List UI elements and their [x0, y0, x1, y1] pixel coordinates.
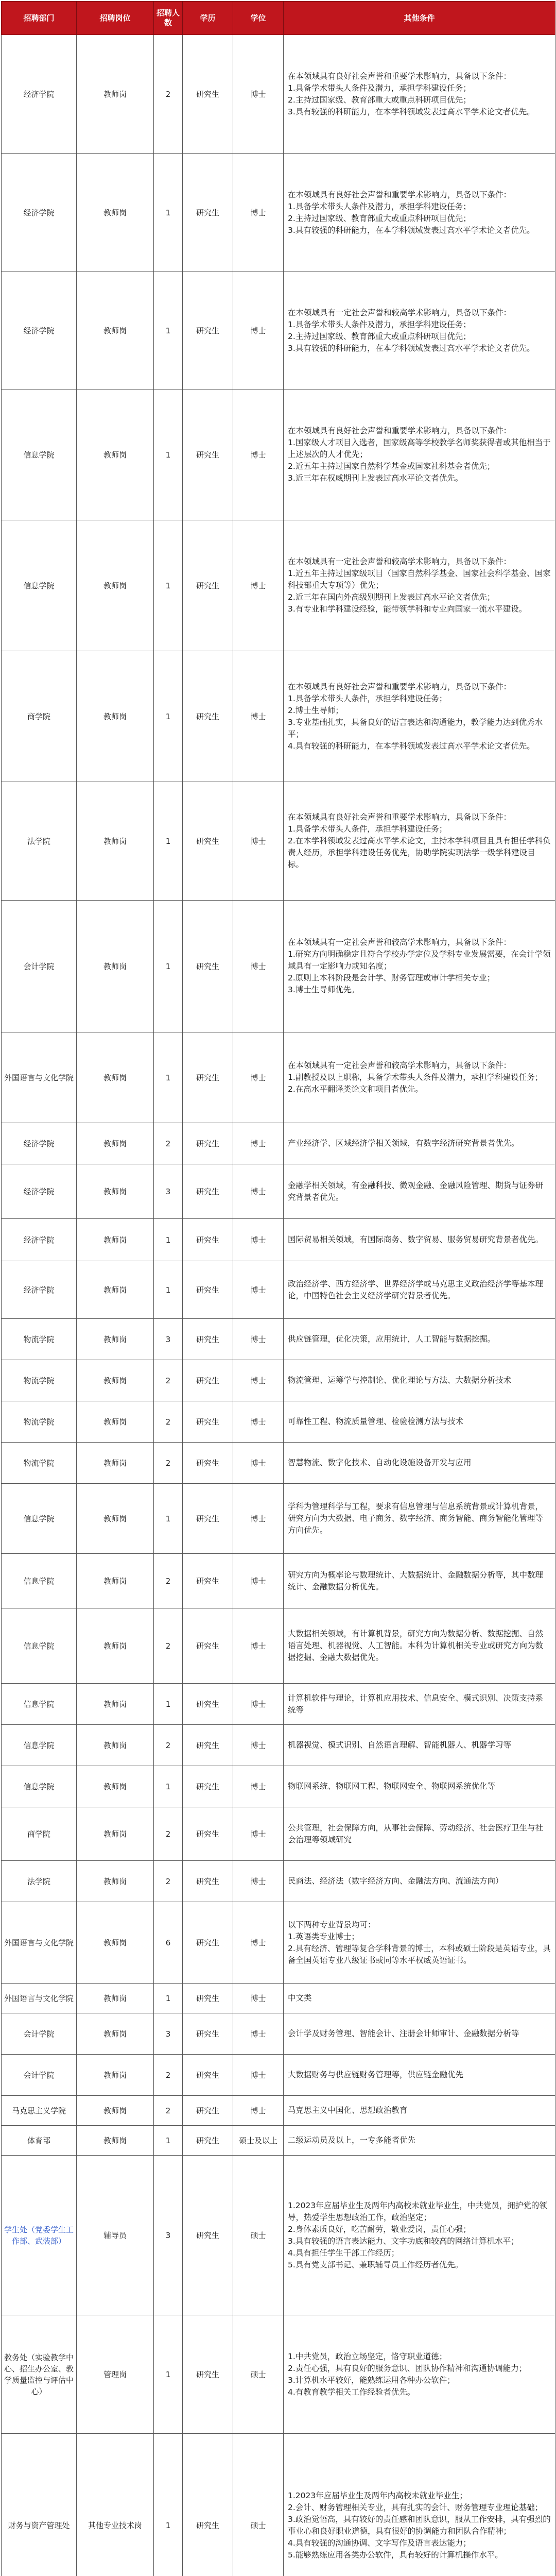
cell-conditions: 机器视觉、模式识别、自然语言理解、智能机器人、机器学习等 — [284, 1725, 555, 1766]
cell-conditions: 研究方向为概率论与数理统计、大数据统计、金融数据分析等，其中数理统计、金融数据分析优先。 — [284, 1554, 555, 1608]
cell-post: 其他专业技术岗 — [77, 2434, 154, 2576]
cell-conditions: 公共管理，社会保障方向，从事社会保障、劳动经济、社会医疗卫生与社会治理等领域研究 — [284, 1807, 555, 1861]
cell-count: 2 — [154, 1861, 183, 1902]
cell-degree: 博士 — [233, 520, 284, 651]
cell-post: 教师岗 — [77, 901, 154, 1032]
cell-education: 研究生 — [183, 520, 233, 651]
table-row — [2, 1360, 555, 1401]
cell-degree: 博士 — [233, 2055, 284, 2096]
cell-conditions: 在本领域具有良好社会声誉和重要学术影响力，具备以下条件： 1.国家级人才项目入选者，国家级高等学校教学名师奖获得者或其他相当于上述层次的人才优先； 2.近五年主持过国家自然科学基金或国家社科基金者优先； 3.近三年在权威期刊上发表过高水平论文者优先。 — [284, 389, 555, 520]
cell-count: 1 — [154, 1984, 183, 2013]
cell-count: 1 — [154, 1219, 183, 1261]
cell-degree: 博士 — [233, 901, 284, 1032]
cell-dept: 财务与资产管理处 — [2, 2434, 77, 2576]
cell-count: 1 — [154, 1032, 183, 1123]
table-row — [2, 2096, 555, 2126]
cell-count: 1 — [154, 1684, 183, 1725]
cell-education: 研究生 — [183, 1554, 233, 1608]
cell-education: 研究生 — [183, 1608, 233, 1684]
cell-education: 研究生 — [183, 389, 233, 520]
cell-post: 教师岗 — [77, 520, 154, 651]
cell-education: 研究生 — [183, 1219, 233, 1261]
cell-education: 研究生 — [183, 2055, 233, 2096]
cell-degree: 博士 — [233, 1032, 284, 1123]
cell-degree: 博士 — [233, 1401, 284, 1443]
table-row — [2, 782, 555, 901]
cell-count: 2 — [154, 1725, 183, 1766]
cell-dept: 经济学院 — [2, 1123, 77, 1164]
table-row — [2, 1766, 555, 1807]
cell-degree: 博士 — [233, 1164, 284, 1219]
cell-count: 2 — [154, 2055, 183, 2096]
cell-education: 研究生 — [183, 1360, 233, 1401]
cell-dept: 商学院 — [2, 651, 77, 782]
cell-post: 教师岗 — [77, 1401, 154, 1443]
cell-dept: 马克思主义学院 — [2, 2096, 77, 2126]
cell-education: 研究生 — [183, 1861, 233, 1902]
cell-degree: 博士 — [233, 1984, 284, 2013]
cell-post: 教师岗 — [77, 1554, 154, 1608]
cell-count: 3 — [154, 1319, 183, 1360]
cell-post: 教师岗 — [77, 1725, 154, 1766]
cell-post: 教师岗 — [77, 2055, 154, 2096]
cell-education: 研究生 — [183, 1164, 233, 1219]
cell-degree: 博士 — [233, 154, 284, 272]
cell-conditions: 大数据相关领域，有计算机背景，研究方向为数据分析、数据挖掘、自然语言处理、机器视觉、人工智能。本科为计算机相关专业或研究方向为数据挖掘、金融大数据优先。 — [284, 1608, 555, 1684]
header-education: 学历 — [183, 2, 233, 35]
cell-dept: 体育部 — [2, 2126, 77, 2156]
cell-post: 教师岗 — [77, 1608, 154, 1684]
cell-conditions: 马克思主义中国化、思想政治教育 — [284, 2096, 555, 2126]
cell-education: 研究生 — [183, 1443, 233, 1484]
cell-dept: 物流学院 — [2, 1319, 77, 1360]
header-degree: 学位 — [233, 2, 284, 35]
cell-conditions: 在本领域具有一定社会声誉和较高学术影响力，具备以下条件： 1.研究方向明确稳定且符合学校办学定位及学科专业发展需要，在会计学领域具有一定影响力或知名度； 2.原则上本科阶段是会计学、财务管理或审计学相关专业； 3.博士生导师优先。 — [284, 901, 555, 1032]
cell-education: 研究生 — [183, 1261, 233, 1319]
cell-count: 2 — [154, 1443, 183, 1484]
cell-conditions: 在本领域具有一定社会声誉和较高学术影响力，具备以下条件： 1.近五年主持过国家级项目（国家自然科学基金、国家社会科学基金、国家科技部重大专项等）优先； 2.近三年在国内外高级别期刊上发表过高水平论文者优先； 3.有专业和学科建设经验，能带领学科和专业向国家一流水平建设。 — [284, 520, 555, 651]
cell-conditions: 1.中共党员，政治立场坚定，恪守职业道德； 2.责任心强，具有良好的服务意识、团队协作精神和沟通协调能力； 3.计算机水平较好，能熟练运用各种办公软件； 4.有教育教学相关工作经验者优先。 — [284, 2315, 555, 2434]
cell-degree: 博士 — [233, 389, 284, 520]
cell-degree: 博士 — [233, 1360, 284, 1401]
cell-education: 研究生 — [183, 2096, 233, 2126]
cell-count: 1 — [154, 154, 183, 272]
table-row — [2, 2055, 555, 2096]
cell-degree: 博士 — [233, 1219, 284, 1261]
cell-count: 1 — [154, 1484, 183, 1554]
cell-degree: 博士 — [233, 1319, 284, 1360]
table-row — [2, 154, 555, 272]
cell-degree: 硕士 — [233, 2434, 284, 2576]
cell-count: 1 — [154, 389, 183, 520]
cell-education: 研究生 — [183, 1401, 233, 1443]
cell-dept: 信息学院 — [2, 1554, 77, 1608]
cell-count: 1 — [154, 1766, 183, 1807]
table-row — [2, 1164, 555, 1219]
cell-count: 2 — [154, 2096, 183, 2126]
cell-education: 研究生 — [183, 2013, 233, 2055]
cell-conditions: 在本领域具有良好社会声誉和重要学术影响力，具备以下条件： 1.具备学术带头人条件，承担学科建设任务； 2.博士生导师； 3.专业基础扎实，具备良好的语言表达和沟通能力，教学能力达到优秀水平； 4.具有较强的科研能力，在本学科领域发表过高水平学术论文者优先。 — [284, 651, 555, 782]
table-row — [2, 389, 555, 520]
cell-post: 管理岗 — [77, 2315, 154, 2434]
cell-degree: 硕士及以上 — [233, 2126, 284, 2156]
table-row — [2, 2013, 555, 2055]
cell-degree: 博士 — [233, 1554, 284, 1608]
cell-post: 教师岗 — [77, 1902, 154, 1984]
cell-conditions: 智慧物流、数字化技术、自动化设施设备开发与应用 — [284, 1443, 555, 1484]
cell-dept: 外国语言与文化学院 — [2, 1902, 77, 1984]
header-dept: 招聘部门 — [2, 2, 77, 35]
cell-dept: 经济学院 — [2, 1164, 77, 1219]
cell-dept: 外国语言与文化学院 — [2, 1032, 77, 1123]
table-row — [2, 1554, 555, 1608]
cell-count: 3 — [154, 2013, 183, 2055]
cell-count: 1 — [154, 520, 183, 651]
cell-dept: 物流学院 — [2, 1443, 77, 1484]
cell-count: 2 — [154, 1807, 183, 1861]
cell-education: 研究生 — [183, 2156, 233, 2315]
cell-dept: 法学院 — [2, 1861, 77, 1902]
header-count: 招聘人数 — [154, 2, 183, 35]
cell-count: 3 — [154, 1164, 183, 1219]
cell-dept: 信息学院 — [2, 1684, 77, 1725]
cell-count: 6 — [154, 1902, 183, 1984]
table-row — [2, 1219, 555, 1261]
cell-education: 研究生 — [183, 154, 233, 272]
table-row — [2, 1984, 555, 2013]
cell-degree: 博士 — [233, 2013, 284, 2055]
cell-post: 辅导员 — [77, 2156, 154, 2315]
table-row — [2, 2156, 555, 2315]
cell-education: 研究生 — [183, 2126, 233, 2156]
cell-dept: 经济学院 — [2, 35, 77, 154]
cell-degree: 硕士 — [233, 2156, 284, 2315]
cell-education: 研究生 — [183, 1807, 233, 1861]
cell-post: 教师岗 — [77, 2013, 154, 2055]
cell-conditions: 大数据财务与供应链财务管理等，供应链金融优先 — [284, 2055, 555, 2096]
cell-education: 研究生 — [183, 1766, 233, 1807]
cell-count: 1 — [154, 272, 183, 389]
cell-conditions: 在本领域具有良好社会声誉和重要学术影响力，具备以下条件： 1.具备学术带头人条件，承担学科建设任务； 2.在本学科领域发表过高水平学术论文，主持本学科项目且具有担任学科负责人经历，承担学科建设任务优先，协助学院实现法学一级学科建设目标。 — [284, 782, 555, 901]
table-row — [2, 2126, 555, 2156]
cell-education: 研究生 — [183, 2315, 233, 2434]
cell-count: 1 — [154, 2315, 183, 2434]
cell-count: 2 — [154, 1401, 183, 1443]
cell-education: 研究生 — [183, 272, 233, 389]
table-body — [2, 35, 555, 2576]
cell-post: 教师岗 — [77, 1766, 154, 1807]
cell-post: 教师岗 — [77, 651, 154, 782]
table-row — [2, 2315, 555, 2434]
cell-conditions: 在本领域具有一定社会声誉和较高学术影响力，具备以下条件： 1.具备学术带头人条件及潜力，承担学科建设任务； 2.主持过国家级、教育部重大或重点科研项目优先； 3.具有较强的科研能力，在本学科领域发表过高水平学术论文者优先。 — [284, 272, 555, 389]
table-row — [2, 1401, 555, 1443]
cell-dept: 会计学院 — [2, 2013, 77, 2055]
table-row — [2, 1684, 555, 1725]
table-row — [2, 2434, 555, 2576]
cell-education: 研究生 — [183, 1484, 233, 1554]
table-row — [2, 520, 555, 651]
cell-post: 教师岗 — [77, 154, 154, 272]
cell-count: 2 — [154, 1608, 183, 1684]
cell-post: 教师岗 — [77, 2126, 154, 2156]
cell-conditions: 在本领域具有良好社会声誉和重要学术影响力，具备以下条件： 1.具备学术带头人条件及潜力，承担学科建设任务； 2.主持过国家级、教育部重大或重点科研项目优先； 3.具有较强的科研能力，在本学科领域发表过高水平学术论文者优先。 — [284, 35, 555, 154]
cell-count: 3 — [154, 2156, 183, 2315]
cell-degree: 博士 — [233, 1902, 284, 1984]
cell-degree: 博士 — [233, 1807, 284, 1861]
cell-conditions: 1.2023年应届毕业生及两年内高校未就业毕业生； 2.会计、财务管理相关专业，具有扎实的会计、财务管理专业理论基础； 3.政治觉悟高，具有较好的责任感和团队意识，服从工作安排，具有强烈的事业心和良好职业道德，具有很好的协调能力和团队合作精神； 4.具有较强的沟通协调、文字写作及语言表达能力； 5.能够熟练应用各类办公软件，具有较好的计算机操作水平。 — [284, 2434, 555, 2576]
cell-degree: 博士 — [233, 1766, 284, 1807]
cell-dept: 外国语言与文化学院 — [2, 1984, 77, 2013]
cell-degree: 博士 — [233, 35, 284, 154]
cell-count: 1 — [154, 901, 183, 1032]
table-row — [2, 1319, 555, 1360]
cell-degree: 博士 — [233, 1608, 284, 1684]
cell-post: 教师岗 — [77, 1684, 154, 1725]
cell-dept: 物流学院 — [2, 1401, 77, 1443]
cell-post: 教师岗 — [77, 1123, 154, 1164]
cell-post: 教师岗 — [77, 1484, 154, 1554]
cell-post: 教师岗 — [77, 1360, 154, 1401]
cell-count: 2 — [154, 1360, 183, 1401]
table-row — [2, 1443, 555, 1484]
cell-dept: 教务处（实验教学中心、招生办公室、教学质量监控与评估中心） — [2, 2315, 77, 2434]
cell-education: 研究生 — [183, 1902, 233, 1984]
cell-education: 研究生 — [183, 901, 233, 1032]
table-row — [2, 1261, 555, 1319]
table-row — [2, 1484, 555, 1554]
cell-dept: 信息学院 — [2, 1766, 77, 1807]
cell-dept: 经济学院 — [2, 1219, 77, 1261]
cell-education: 研究生 — [183, 651, 233, 782]
cell-conditions: 民商法、经济法（数字经济方向、金融法方向、流通法方向） — [284, 1861, 555, 1902]
cell-dept: 会计学院 — [2, 901, 77, 1032]
cell-count: 1 — [154, 782, 183, 901]
table-row — [2, 1608, 555, 1684]
cell-dept: 经济学院 — [2, 1261, 77, 1319]
cell-count: 2 — [154, 1123, 183, 1164]
cell-conditions: 物流管理、运筹学与控制论、优化理论与方法、大数据分析技术 — [284, 1360, 555, 1401]
cell-degree: 博士 — [233, 272, 284, 389]
cell-post: 教师岗 — [77, 782, 154, 901]
cell-conditions: 二级运动员及以上，一专多能者优先 — [284, 2126, 555, 2156]
cell-degree: 博士 — [233, 651, 284, 782]
table-row — [2, 901, 555, 1032]
table-row — [2, 35, 555, 154]
cell-post: 教师岗 — [77, 1861, 154, 1902]
cell-conditions: 1.2023年应届毕业生及两年内高校未就业毕业生，中共党员，拥护党的领导，热爱学生思想政治工作，政治坚定； 2.身体素质良好，吃苦耐劳，敬业爱岗，责任心强； 3.具有较强的语言表达能力、文字功底和较高的网络计算机水平； 4.具有担任学生干部工作经历； 5.具有党支部书记、兼职辅导员工作经历者优先。 — [284, 2156, 555, 2315]
cell-dept: 信息学院 — [2, 1484, 77, 1554]
cell-degree: 博士 — [233, 1261, 284, 1319]
cell-count: 2 — [154, 35, 183, 154]
table-row — [2, 1725, 555, 1766]
header-conditions: 其他条件 — [284, 2, 555, 35]
table-row — [2, 651, 555, 782]
cell-education: 研究生 — [183, 2434, 233, 2576]
cell-dept: 学生处（党委学生工作部、武装部） — [2, 2156, 77, 2315]
cell-post: 教师岗 — [77, 1319, 154, 1360]
cell-conditions: 产业经济学、区域经济学相关领域，有数字经济研究背景者优先。 — [284, 1123, 555, 1164]
table-row — [2, 272, 555, 389]
cell-conditions: 国际贸易相关领域，有国际商务、数字贸易、服务贸易研究背景者优先。 — [284, 1219, 555, 1261]
cell-degree: 博士 — [233, 1861, 284, 1902]
cell-count: 1 — [154, 2126, 183, 2156]
cell-degree: 博士 — [233, 1684, 284, 1725]
table-header-row — [2, 2, 555, 35]
cell-dept: 经济学院 — [2, 154, 77, 272]
recruitment-table — [1, 1, 555, 2576]
cell-dept: 信息学院 — [2, 1608, 77, 1684]
cell-conditions: 在本领域具有一定社会声誉和较高学术影响力，具备以下条件： 1.副教授及以上职称，具备学术带头人条件及潜力，承担学科建设任务； 2.在高水平翻译类论文和项目者优先。 — [284, 1032, 555, 1123]
cell-education: 研究生 — [183, 35, 233, 154]
cell-post: 教师岗 — [77, 272, 154, 389]
cell-education: 研究生 — [183, 1984, 233, 2013]
cell-post: 教师岗 — [77, 2096, 154, 2126]
cell-conditions: 在本领域具有良好社会声誉和重要学术影响力，具备以下条件： 1.具备学术带头人条件及潜力，承担学科建设任务； 2.主持过国家级、教育部重大或重点科研项目优先； 3.具有较强的科研能力，在本学科领域发表过高水平学术论文者优先。 — [284, 154, 555, 272]
cell-conditions: 供应链管理，优化决策，应用统计，人工智能与数据挖掘。 — [284, 1319, 555, 1360]
cell-education: 研究生 — [183, 1684, 233, 1725]
cell-count: 2 — [154, 1554, 183, 1608]
cell-dept: 会计学院 — [2, 2055, 77, 2096]
cell-post: 教师岗 — [77, 1032, 154, 1123]
table-row — [2, 1032, 555, 1123]
header-post: 招聘岗位 — [77, 2, 154, 35]
cell-conditions: 会计学及财务管理、智能会计、注册会计师审计、金融数据分析等 — [284, 2013, 555, 2055]
cell-dept: 信息学院 — [2, 520, 77, 651]
cell-conditions: 物联网系统、物联网工程、物联网安全、物联网系统优化等 — [284, 1766, 555, 1807]
table-row — [2, 1902, 555, 1984]
cell-count: 1 — [154, 651, 183, 782]
cell-degree: 博士 — [233, 1484, 284, 1554]
cell-conditions: 计算机软件与理论，计算机应用技术、信息安全、模式识别、决策支持系统等 — [284, 1684, 555, 1725]
table-row — [2, 1861, 555, 1902]
cell-post: 教师岗 — [77, 389, 154, 520]
cell-post: 教师岗 — [77, 1984, 154, 2013]
cell-education: 研究生 — [183, 1032, 233, 1123]
cell-education: 研究生 — [183, 1725, 233, 1766]
cell-degree: 博士 — [233, 1123, 284, 1164]
cell-conditions: 以下两种专业背景均可： 1.英语类专业博士； 2.具有经济、管理等复合学科背景的博士，本科或硕士阶段是英语专业，具备全国英语专业八级证书或同等水平权威英语证书。 — [284, 1902, 555, 1984]
cell-degree: 博士 — [233, 782, 284, 901]
cell-count: 1 — [154, 1261, 183, 1319]
cell-dept: 信息学院 — [2, 1725, 77, 1766]
cell-dept: 经济学院 — [2, 272, 77, 389]
cell-degree: 硕士 — [233, 2315, 284, 2434]
cell-post: 教师岗 — [77, 1443, 154, 1484]
cell-post: 教师岗 — [77, 1219, 154, 1261]
cell-dept: 商学院 — [2, 1807, 77, 1861]
cell-conditions: 政治经济学、西方经济学、世界经济学或马克思主义政治经济学等基本理论，中国特色社会主义经济学研究背景者优先。 — [284, 1261, 555, 1319]
cell-post: 教师岗 — [77, 1807, 154, 1861]
cell-conditions: 可靠性工程、物流质量管理、检验检测方法与技术 — [284, 1401, 555, 1443]
cell-dept: 信息学院 — [2, 389, 77, 520]
table-row — [2, 1123, 555, 1164]
cell-conditions: 学科为管理科学与工程，要求有信息管理与信息系统背景或计算机背景，研究方向为大数据、电子商务、数字经济、商务智能、商务智能化管理等方向优先。 — [284, 1484, 555, 1554]
cell-education: 研究生 — [183, 1123, 233, 1164]
cell-education: 研究生 — [183, 782, 233, 901]
cell-degree: 博士 — [233, 2096, 284, 2126]
cell-degree: 博士 — [233, 1725, 284, 1766]
cell-education: 研究生 — [183, 1319, 233, 1360]
cell-conditions: 中文类 — [284, 1984, 555, 2013]
cell-dept: 物流学院 — [2, 1360, 77, 1401]
cell-post: 教师岗 — [77, 1261, 154, 1319]
cell-post: 教师岗 — [77, 1164, 154, 1219]
cell-count: 1 — [154, 2434, 183, 2576]
cell-dept: 法学院 — [2, 782, 77, 901]
table-row — [2, 1807, 555, 1861]
cell-conditions: 金融学相关领域，有金融科技、微观金融、金融风险管理、期货与证券研究背景者优先。 — [284, 1164, 555, 1219]
cell-degree: 博士 — [233, 1443, 284, 1484]
cell-post: 教师岗 — [77, 35, 154, 154]
